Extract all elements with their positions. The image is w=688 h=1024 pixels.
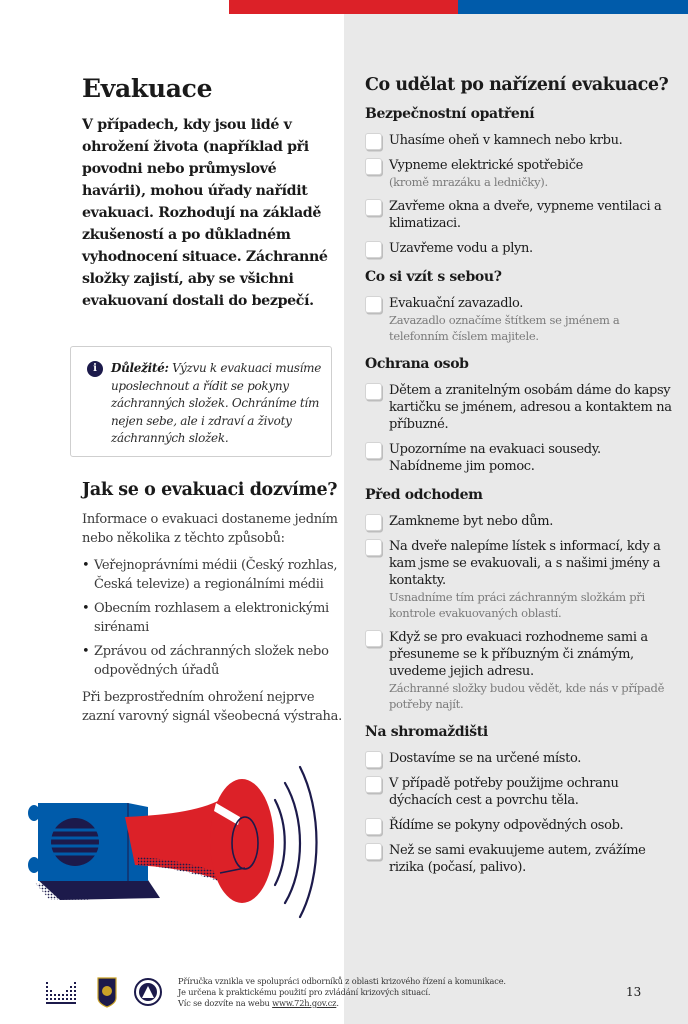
item-text: Na dveře nalepíme lístek s informací, kdy a kam jsme se evakuovali, a s našimi jmény a kontakty. — [389, 539, 661, 588]
checkbox[interactable] — [365, 514, 382, 531]
notice-body: Výzvu k evakuaci musíme uposlechnout a řídit se pokyny záchranných složek. Ochráníme tím nejen sebe, ale i zdraví a životy záchranných složek. — [111, 361, 322, 445]
checklist-item[interactable] — [365, 750, 675, 767]
checkbox[interactable] — [365, 296, 382, 313]
checklist-item[interactable] — [365, 513, 675, 530]
item-text: V případě potřeby použijme ochranu dýchacích cest a povrchu těla. — [389, 776, 619, 808]
footer-line-1: Příručka vznikla ve spolupráci odborníků z oblasti krizového řízení a komunikace. — [178, 976, 506, 986]
notice-text — [111, 360, 323, 448]
checkbox[interactable] — [365, 843, 382, 860]
page-title: Evakuace — [82, 74, 213, 103]
item-text: Zamkneme byt nebo dům. — [389, 514, 554, 529]
checkbox[interactable] — [365, 442, 382, 459]
how-we-learn-section — [82, 478, 342, 726]
item-text: Vypneme elektrické spotřebiče — [389, 158, 584, 173]
footer-line-2: Je určena k praktickému použití pro zvládání krizových situací. — [178, 987, 431, 997]
item-text: Uzavřeme vodu a plyn. — [389, 241, 533, 256]
item-text: Než se sami evakuujeme autem, zvážíme rizika (počasí, palivo). — [389, 843, 646, 875]
siren-megaphone-illustration — [20, 755, 320, 920]
checkbox[interactable] — [365, 158, 382, 175]
checkbox[interactable] — [365, 630, 382, 647]
checklist-item[interactable] — [365, 817, 675, 834]
checklist-item[interactable] — [365, 775, 675, 809]
website-link[interactable]: www.72h.gov.cz — [272, 998, 337, 1008]
footer-line-3 — [178, 998, 518, 1009]
item-note: Usnadníme tím práci záchranným složkám při kontrole evakuovaných oblastí. — [389, 590, 645, 620]
checkbox[interactable] — [365, 776, 382, 793]
checklist-item[interactable] — [365, 132, 675, 149]
checkbox[interactable] — [365, 133, 382, 150]
item-text: Uhasíme oheň v kamnech nebo krbu. — [389, 133, 623, 148]
item-text: Upozorníme na evakuaci sousedy. Nabídneme jim pomoc. — [389, 442, 601, 474]
checklist-item[interactable] — [365, 295, 675, 344]
list-item: • Veřejnoprávními médii (Český rozhlas, Česká televize) a regionálními médii — [82, 556, 342, 594]
checklist-heading: Co udělat po nařízení evakuace? — [365, 75, 669, 95]
top-bar-blue — [458, 0, 688, 14]
notice-label: Důležité: — [111, 361, 169, 375]
checklist-item[interactable] — [365, 441, 675, 475]
round-emblem-logo — [135, 979, 161, 1005]
checklist-item[interactable] — [365, 240, 675, 257]
checklist-item[interactable] — [365, 842, 675, 876]
how-heading: Jak se o evakuaci dozvíme? — [82, 480, 338, 500]
page-number: 13 — [626, 985, 642, 999]
fire-rescue-badge-logo — [98, 978, 116, 1007]
footer-line-3-prefix: Víc se dozvíte na webu — [178, 998, 273, 1008]
checklist-item[interactable] — [365, 538, 675, 621]
item-text: Zavřeme okna a dveře, vypneme ventilaci a klimatizaci. — [389, 199, 662, 231]
item-note: Zavazadlo označíme štítkem se jménem a telefonním číslem majitele. — [389, 313, 620, 343]
section-title-protection: Ochrana osob — [365, 356, 469, 372]
section-title-take-with: Co si vzít s sebou? — [365, 269, 502, 285]
checklist-item[interactable] — [365, 157, 675, 190]
checklist — [365, 72, 675, 884]
info-icon: i — [87, 361, 103, 377]
section-title-safety: Bezpečnostní opatření — [365, 106, 535, 122]
section-title-assembly-point: Na shromaždišti — [365, 724, 488, 740]
item-text: Dostavíme se na určené místo. — [389, 751, 582, 766]
item-text: Když se pro evakuaci rozhodneme sami a přesuneme se k příbuzným či známým, uvedeme jejich adresu. — [389, 630, 648, 679]
item-note: Záchranné složky budou vědět, kde nás v případě potřeby najít. — [389, 681, 665, 711]
how-outro: Při bezprostředním ohrožení nejprve zazní varovný signál všeobecná výstraha. — [82, 690, 342, 724]
top-bar-red — [229, 0, 458, 14]
important-notice — [70, 346, 332, 457]
intro-section — [82, 72, 332, 312]
item-text: Řídíme se pokyny odpovědných osob. — [389, 818, 624, 833]
checkbox[interactable] — [365, 751, 382, 768]
lead-paragraph: V případech, kdy jsou lidé v ohrožení života (například při povodni nebo průmyslové havárii), mohou úřady nařídit evakuaci. Rozhodují na základě zkušeností a po důkladném vyhodnocení situace. Záchranné složky zajistí, aby se všichni evakuovaní dostali do bezpečí. — [82, 117, 328, 309]
item-text: Evakuační zavazadlo. — [389, 296, 524, 311]
checkbox[interactable] — [365, 241, 382, 258]
section-title-before-leaving: Před odchodem — [365, 487, 483, 503]
ministry-dots-logo — [46, 982, 76, 1004]
footer-text — [178, 976, 518, 1009]
how-list — [82, 556, 342, 680]
how-intro: Informace o evakuaci dostaneme jedním nebo několika z těchto způsobů: — [82, 512, 338, 546]
checkbox[interactable] — [365, 199, 382, 216]
checkbox[interactable] — [365, 539, 382, 556]
item-text: Dětem a zranitelným osobám dáme do kapsy kartičku se jménem, adresou a kontaktem na příbuzné. — [389, 383, 672, 432]
item-note: (kromě mrazáku a ledničky). — [389, 175, 548, 189]
footer-logos — [46, 976, 166, 1008]
list-item: • Obecním rozhlasem a elektronickými sirénami — [82, 599, 342, 637]
checklist-item[interactable] — [365, 629, 675, 712]
checkbox[interactable] — [365, 818, 382, 835]
list-item: • Zprávou od záchranných složek nebo odpovědných úřadů — [82, 642, 342, 680]
checkbox[interactable] — [365, 383, 382, 400]
checklist-item[interactable] — [365, 198, 675, 232]
footer-line-3-suffix: . — [336, 998, 339, 1008]
checklist-item[interactable] — [365, 382, 675, 433]
